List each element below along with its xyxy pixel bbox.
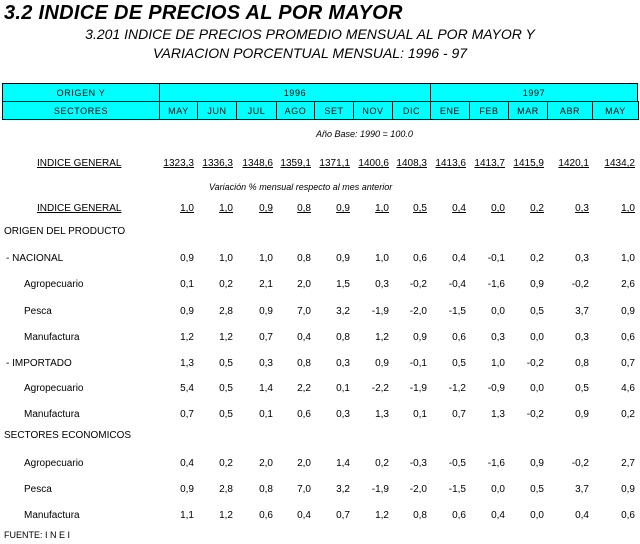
table-cell: 0,5 [530, 306, 544, 317]
table-cell: 2,8 [219, 306, 233, 317]
table-cell: 3,7 [575, 306, 589, 317]
table-cell: 0,3 [259, 358, 273, 369]
table-cell: 0,1 [259, 409, 273, 420]
table-cell: 0,6 [259, 510, 273, 521]
table-cell: 0,5 [575, 383, 589, 394]
table-cell: 0,9 [621, 306, 635, 317]
table-cell: 0,2 [375, 458, 389, 469]
variation-general-label: INDICE GENERAL [37, 203, 122, 214]
section-origin-label: ORIGEN DEL PRODUCTO [4, 226, 126, 237]
table-cell: 7,0 [297, 484, 311, 495]
table-cell: 0,3 [375, 279, 389, 290]
row-label: - IMPORTADO [6, 358, 72, 369]
row-label: - NACIONAL [6, 253, 64, 264]
table-cell: 1,1 [180, 510, 194, 521]
table-cell: 0,3 [575, 203, 589, 214]
table-cell: 1,2 [375, 510, 389, 521]
table-cell: -2,0 [409, 484, 427, 495]
table-cell: 0,9 [259, 203, 273, 214]
table-cell: 0,9 [621, 484, 635, 495]
table-cell: 0,5 [452, 358, 466, 369]
table-cell: 3,2 [336, 484, 350, 495]
table-cell: 0,9 [530, 458, 544, 469]
table-cell: 1,0 [621, 203, 635, 214]
table-cell: 0,0 [491, 306, 505, 317]
table-cell: 0,6 [297, 409, 311, 420]
row-label: Pesca [24, 306, 52, 317]
table-cell: 2,8 [219, 484, 233, 495]
table-cell: -0,1 [409, 358, 427, 369]
table-cell: 0,5 [219, 409, 233, 420]
table-cell: 5,4 [180, 383, 194, 394]
table-cell: 0,9 [413, 332, 427, 343]
table-cell: 1400,6 [358, 158, 389, 169]
table-cell: 1,2 [180, 332, 194, 343]
table-cell: 0,1 [336, 383, 350, 394]
table-cell: 1434,2 [604, 158, 635, 169]
table-cell: 0,0 [491, 484, 505, 495]
table-cell: 0,9 [180, 306, 194, 317]
table-cell: 0,9 [259, 306, 273, 317]
table-cell: 1,0 [621, 253, 635, 264]
table-cell: -0,9 [487, 383, 505, 394]
index-general-label: INDICE GENERAL [37, 158, 122, 169]
table-cell: 1408,3 [396, 158, 427, 169]
table-cell: 0,5 [413, 203, 427, 214]
table-cell: 1413,7 [474, 158, 505, 169]
table-cell: 0,0 [530, 383, 544, 394]
base-year-note: Año Base: 1990 = 100.0 [316, 129, 413, 139]
table-cell: 0,6 [621, 510, 635, 521]
table-cell: 1,2 [219, 510, 233, 521]
source-note: FUENTE: I N E I [4, 530, 71, 540]
table-cell: 0,7 [452, 409, 466, 420]
month-header-cell: ABR [547, 101, 593, 120]
table-cell: 0,8 [259, 484, 273, 495]
variation-note: Variación % mensual respecto al mes anterior [209, 182, 393, 192]
table-cell: 0,2 [621, 409, 635, 420]
month-header-cell: MAY [159, 101, 198, 120]
table-cell: 0,7 [621, 358, 635, 369]
header-year-1996: 1996 [159, 83, 431, 102]
row-label: Agropecuario [24, 458, 84, 469]
table-cell: 1,0 [219, 253, 233, 264]
table-cell: -1,5 [448, 306, 466, 317]
table-cell: -1,2 [448, 383, 466, 394]
table-cell: 0,4 [180, 458, 194, 469]
table-cell: -0,4 [448, 279, 466, 290]
table-cell: 2,0 [297, 458, 311, 469]
month-header-cell: JUL [236, 101, 277, 120]
table-cell: 0,4 [297, 510, 311, 521]
table-cell: 0,9 [336, 253, 350, 264]
table-cell: 0,1 [180, 279, 194, 290]
table-cell: 0,4 [452, 203, 466, 214]
table-cell: 0,7 [259, 332, 273, 343]
table-cell: 0,9 [375, 358, 389, 369]
table-cell: 1359,1 [280, 158, 311, 169]
table-cell: 1,3 [180, 358, 194, 369]
table-cell: 0,8 [413, 510, 427, 521]
table-cell: 0,3 [491, 332, 505, 343]
table-cell: 0,9 [180, 484, 194, 495]
month-header-cell: FEB [469, 101, 509, 120]
table-cell: 1413,6 [435, 158, 466, 169]
table-cell: 0,4 [575, 510, 589, 521]
table-cell: 1,4 [259, 383, 273, 394]
table-cell: -1,5 [448, 484, 466, 495]
month-header-cell: ENE [430, 101, 470, 120]
row-label: Pesca [24, 484, 52, 495]
table-cell: 0,8 [297, 253, 311, 264]
month-header-cell: NOV [353, 101, 393, 120]
table-cell: 0,4 [452, 253, 466, 264]
table-cell: 0,4 [491, 510, 505, 521]
table-cell: -1,9 [371, 484, 389, 495]
table-cell: 0,5 [530, 484, 544, 495]
table-cell: 0,9 [530, 279, 544, 290]
table-cell: 2,6 [621, 279, 635, 290]
table-cell: 0,0 [491, 203, 505, 214]
table-subtitle-line2: VARIACION PORCENTUAL MENSUAL: 1996 - 97 [152, 45, 468, 61]
table-subtitle-line1: 3.201 INDICE DE PRECIOS PROMEDIO MENSUAL AL POR MAYOR Y [85, 26, 535, 42]
table-cell: 3,2 [336, 306, 350, 317]
table-cell: 1371,1 [319, 158, 350, 169]
table-cell: -1,6 [487, 458, 505, 469]
table-cell: 1,5 [336, 279, 350, 290]
table-cell: 0,2 [530, 253, 544, 264]
table-cell: -1,9 [409, 383, 427, 394]
table-cell: 0,3 [336, 409, 350, 420]
table-cell: 1323,3 [163, 158, 194, 169]
section-sectors-label: SECTORES ECONOMICOS [4, 430, 132, 441]
month-header-cell: AGO [276, 101, 315, 120]
table-cell: -2,0 [409, 306, 427, 317]
table-cell: 1,3 [491, 409, 505, 420]
month-header-cell: JUN [197, 101, 237, 120]
table-cell: 0,7 [336, 510, 350, 521]
table-cell: 0,8 [297, 358, 311, 369]
table-cell: -0,2 [571, 279, 589, 290]
table-cell: 0,2 [530, 203, 544, 214]
table-cell: -0,2 [571, 458, 589, 469]
month-header-cell: MAY [592, 101, 639, 120]
table-cell: 0,8 [575, 358, 589, 369]
table-cell: 7,0 [297, 306, 311, 317]
table-cell: 1,2 [375, 332, 389, 343]
table-cell: 2,0 [259, 458, 273, 469]
table-cell: 1,0 [259, 253, 273, 264]
row-label: Manufactura [24, 409, 80, 420]
table-cell: 0,6 [452, 332, 466, 343]
table-cell: 0,7 [180, 409, 194, 420]
table-cell: 0,8 [297, 203, 311, 214]
table-cell: 0,9 [180, 253, 194, 264]
table-cell: 1,0 [219, 203, 233, 214]
table-cell: 0,3 [336, 358, 350, 369]
table-cell: -0,2 [409, 279, 427, 290]
table-cell: 2,2 [297, 383, 311, 394]
table-cell: 0,2 [219, 458, 233, 469]
table-cell: -0,2 [526, 358, 544, 369]
table-cell: 0,0 [530, 510, 544, 521]
table-cell: 0,5 [219, 383, 233, 394]
table-cell: 0,6 [621, 332, 635, 343]
header-origin-label-2: SECTORES [2, 101, 160, 120]
table-cell: 0,2 [219, 279, 233, 290]
table-cell: 1,0 [491, 358, 505, 369]
table-cell: 1,4 [336, 458, 350, 469]
table-cell: 0,1 [413, 409, 427, 420]
table-cell: -2,2 [371, 383, 389, 394]
table-cell: 2,0 [297, 279, 311, 290]
row-label: Agropecuario [24, 383, 84, 394]
table-cell: -1,9 [371, 306, 389, 317]
table-cell: -0,5 [448, 458, 466, 469]
table-cell: 0,3 [575, 332, 589, 343]
table-cell: -1,6 [487, 279, 505, 290]
table-cell: 0,3 [575, 253, 589, 264]
table-cell: 1415,9 [513, 158, 544, 169]
row-label: Agropecuario [24, 279, 84, 290]
table-cell: 1336,3 [202, 158, 233, 169]
header-year-1997: 1997 [430, 83, 638, 102]
month-header-cell: SET [314, 101, 354, 120]
table-cell: 0,8 [336, 332, 350, 343]
table-cell: 1,2 [219, 332, 233, 343]
table-cell: -0,3 [409, 458, 427, 469]
page-title: 3.2 INDICE DE PRECIOS AL POR MAYOR [4, 2, 403, 24]
table-cell: 0,0 [530, 332, 544, 343]
table-cell: 0,9 [575, 409, 589, 420]
table-cell: 0,9 [336, 203, 350, 214]
row-label: Manufactura [24, 510, 80, 521]
row-label: Manufactura [24, 332, 80, 343]
table-cell: 1,3 [375, 409, 389, 420]
table-cell: 0,6 [452, 510, 466, 521]
month-header-cell: MAR [508, 101, 548, 120]
table-cell: -0,2 [526, 409, 544, 420]
table-cell: 1,0 [375, 253, 389, 264]
table-cell: 3,7 [575, 484, 589, 495]
table-cell: 1,0 [375, 203, 389, 214]
table-cell: 2,1 [259, 279, 273, 290]
table-cell: 4,6 [621, 383, 635, 394]
header-origin-label-1: ORIGEN Y [2, 83, 160, 102]
table-cell: 0,4 [297, 332, 311, 343]
table-cell: 1,0 [180, 203, 194, 214]
table-cell: 2,7 [621, 458, 635, 469]
table-cell: 1420,1 [558, 158, 589, 169]
table-cell: -0,1 [487, 253, 505, 264]
month-header-cell: DIC [392, 101, 431, 120]
table-cell: 0,5 [219, 358, 233, 369]
table-cell: 0,6 [413, 253, 427, 264]
table-cell: 1348,6 [242, 158, 273, 169]
